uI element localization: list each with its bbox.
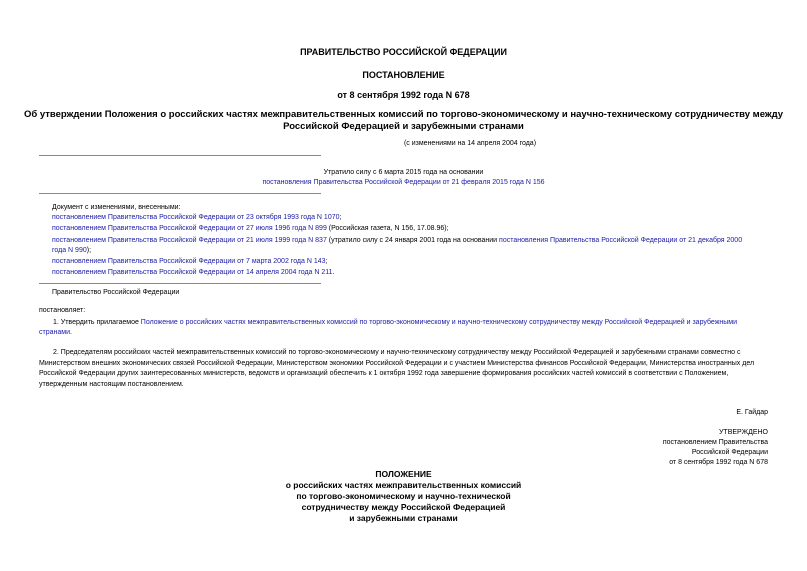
change-suffix: (Российская газета, N 156, 17.08.96); [326,225,449,232]
change-suffix: . [332,269,335,276]
divider [39,155,321,156]
change-item [52,213,341,223]
signature: Е. Гайдар [736,409,768,416]
paragraph-2 [39,348,774,390]
approved-label: УТВЕРЖДЕНО [718,429,768,436]
resolves-label: постановляет: [39,307,86,314]
issuer: Правительство Российской Федерации [52,289,180,296]
amended-note: (с изменениями на 14 апреля 2004 года) [403,140,537,147]
divider [39,283,321,284]
change-link-repeal-cont[interactable]: года N 990 [52,247,87,254]
change-link[interactable]: постановлением Правительства Российской Федерации от 23 октября 1993 года N 1070 [52,214,340,221]
paragraph-1-cont [39,328,72,339]
regulation-subtitle: о российских частях межправительственных комиссий [285,480,522,490]
p2-line: Министерством внешних экономических связей Российской Федерации, Министерством экономики Российской Федерации и с участием Министерства финансов Российской Федерации, Министерства иностранных дел [39,359,755,367]
government-heading: ПРАВИТЕЛЬСТВО РОССИЙСКОЙ ФЕДЕРАЦИИ [300,47,507,57]
p2-line: 2. Председателям российских частей межправительственных комиссий по торгово-экономическому и научно-техническому сотрудничеству между Российской Федерацией и зарубежными странами совместно с [53,349,741,356]
p1-prefix: 1. Утвердить прилагаемое [53,319,141,326]
approved-block [500,428,768,468]
regulation-link[interactable]: Положение о российских частях межправительственных комиссий по торгово-экономическому и научно-техническому сотрудничеству между Российской Федерацией и зарубежными [140,319,738,326]
change-middle: (утратило силу с 24 января 2001 года на основании [326,237,500,244]
change-link[interactable]: постановлением Правительства Российской Федерации от 27 июля 1996 года N 899 [52,225,327,232]
regulation-title: ПОЛОЖЕНИЕ [375,469,432,479]
change-item [52,236,772,246]
change-link-repeal[interactable]: постановления Правительства Российской Федерации от 21 декабря 2000 [499,237,743,244]
change-suffix: ; [325,258,328,265]
lost-force-link[interactable]: постановления Правительства Российской Федерации от 21 февраля 2015 года N 156 [262,179,545,186]
document-title-line1: Об утверждении Положения о российских частях межправительственных комиссий по торгово-экономическому и научно-техническому сотрудничеству между [23,109,784,120]
p1-suffix: . [69,329,72,336]
changes-intro: Документ с изменениями, внесенными: [52,204,181,211]
change-link[interactable]: постановлением Правительства Российской Федерации от 7 марта 2002 года N 143 [52,258,326,265]
change-item-cont [52,246,91,256]
approved-line: от 8 сентября 1992 года N 678 [669,459,768,466]
divider [39,193,321,194]
change-suffix: ); [86,247,92,254]
regulation-subtitle: и зарубежными странами [349,513,458,523]
change-link[interactable]: постановлением Правительства Российской Федерации от 21 июля 1999 года N 837 [52,237,327,244]
change-suffix: ; [339,214,342,221]
lost-force-note: Утратило силу с 6 марта 2015 года на основании [323,169,484,176]
change-item [52,257,328,267]
p2-line: Российской Федерации других заинтересованных министерств, ведомств и организаций обеспечить к 1 октября 1992 года завершение формирования российских частей комиссий в соответствии с Положением, [39,370,729,377]
approved-line: постановлением Правительства [662,439,768,446]
regulation-link-cont[interactable]: странами [39,329,70,336]
approved-line: Российской Федерации [691,449,768,456]
change-link[interactable]: постановлением Правительства Российской Федерации от 14 апреля 2004 года N 211 [52,269,333,276]
regulation-subtitle: по торгово-экономическому и научно-технической [296,491,511,501]
change-item [52,268,335,278]
p2-line: утвержденным настоящим постановлением. [39,380,184,388]
change-item [52,224,449,234]
document-type: ПОСТАНОВЛЕНИЕ [362,70,445,80]
regulation-subtitle: сотрудничеству между Российской Федерацией [301,502,506,512]
document-date-number: от 8 сентября 1992 года N 678 [337,90,470,100]
paragraph-1 [39,318,774,329]
regulation-heading [0,469,807,524]
document-title-line2: Российской Федерацией и зарубежными странами [283,121,524,132]
